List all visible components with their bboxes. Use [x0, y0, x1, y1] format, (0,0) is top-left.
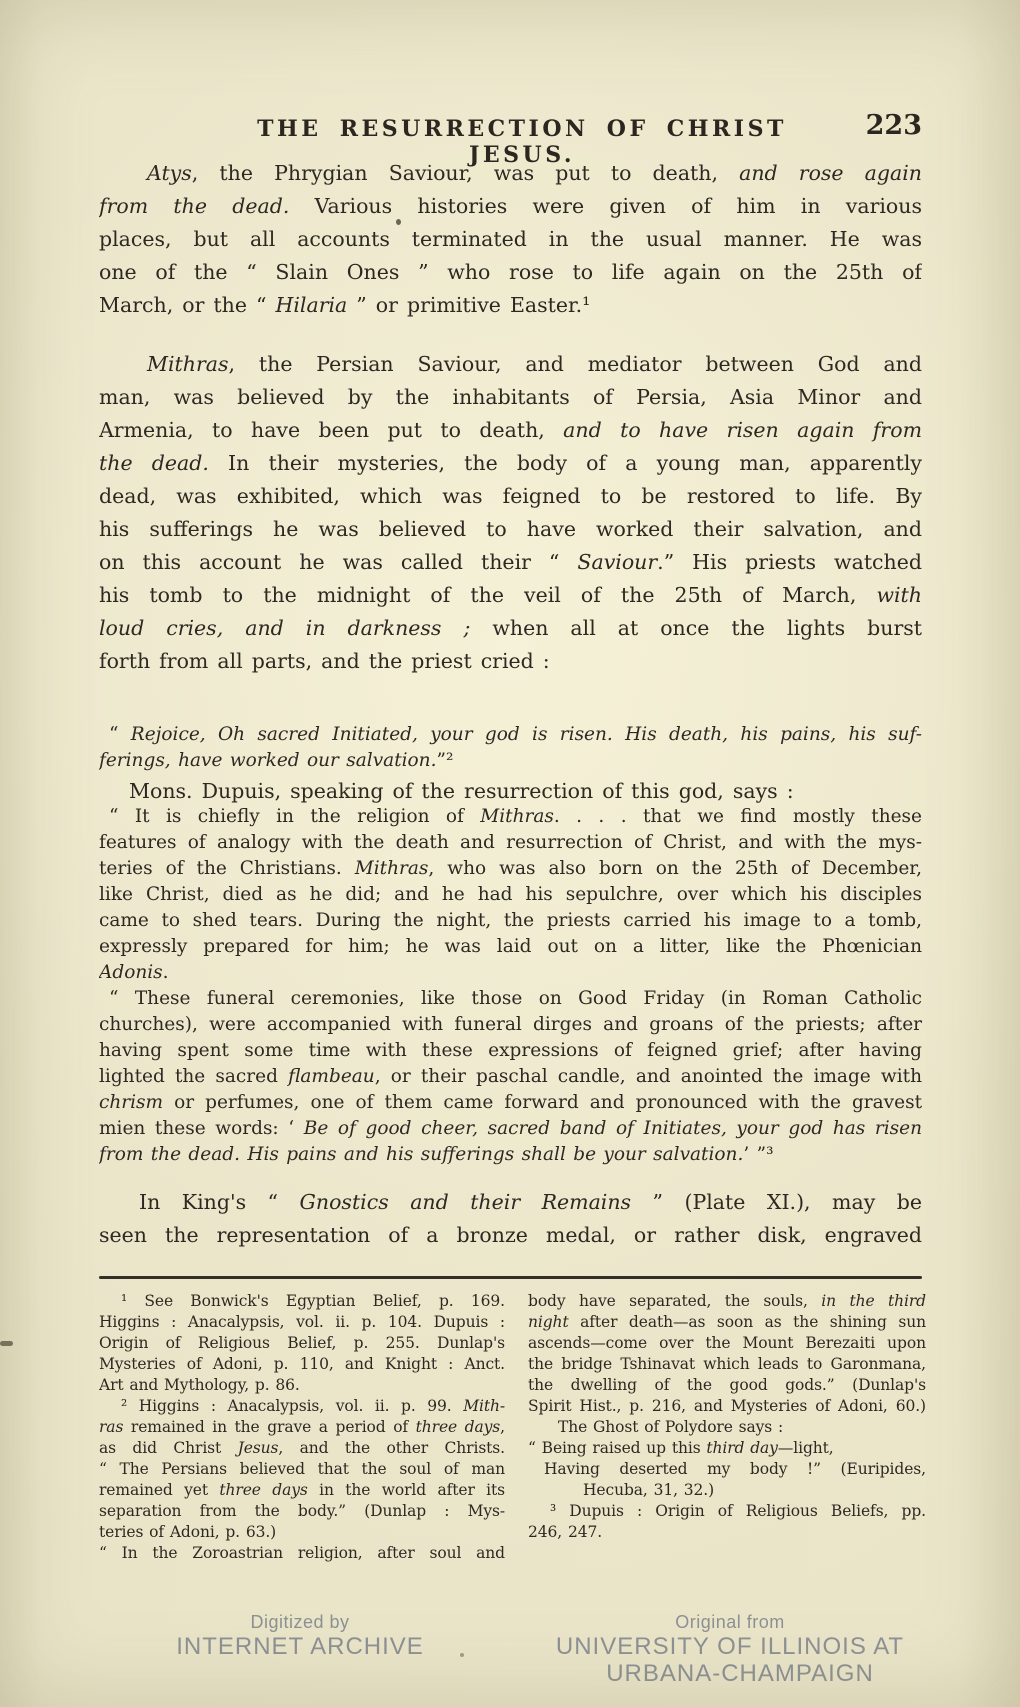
text-line: his sufferings he was believed to have worked their salvation, and [99, 517, 922, 541]
text-line: Adonis. [99, 962, 169, 983]
text-line: March, or the “ Hilaria ” or primitive Easter.¹ [99, 293, 591, 317]
text-line: “ Rejoice, Oh sacred Initiated, your god is risen. His death, his pains, his suf- [109, 724, 922, 745]
running-header-title: THE RESURRECTION OF CHRIST JESUS. [257, 116, 787, 168]
text-line: Art and Mythology, p. 86. [99, 1376, 300, 1394]
text-line: one of the “ Slain Ones ” who rose to life again on the 25th of [99, 260, 922, 284]
paper-speck [0, 1341, 13, 1346]
text-line: In King's “ Gnostics and their Remains ” (Plate XI.), may be [139, 1190, 922, 1214]
text-line: night after death—as soon as the shining sun [528, 1313, 926, 1331]
paper-speck [396, 219, 401, 225]
text-line: Origin of Religious Belief, p. 255. Dunlap's [99, 1334, 505, 1352]
paragraph-atys [99, 157, 922, 322]
blockquote-dupuis [99, 804, 922, 1168]
text-line: The Ghost of Polydore says : [558, 1418, 784, 1436]
text-line: the dwelling of the good gods.” (Dunlap's [528, 1376, 926, 1394]
text-line: teries of the Christians. Mithras, who was also born on the 25th of December, [99, 858, 922, 879]
footnote-divider [99, 1276, 922, 1279]
text-line: Higgins : Anacalypsis, vol. ii. p. 104. Dupuis : [99, 1313, 505, 1331]
text-line: mien these words: ‘ Be of good cheer, sacred band of Initiates, your god has risen [99, 1118, 922, 1139]
text-line: Having deserted my body !” (Euripides, [544, 1460, 926, 1478]
text-line: ¹ See Bonwick's Egyptian Belief, p. 169. [121, 1292, 505, 1310]
text-line: Mithras, the Persian Saviour, and mediator between God and [147, 352, 922, 376]
text-line: Armenia, to have been put to death, and to have risen again from [99, 418, 922, 442]
text-line: ras remained in the grave a period of three days, [99, 1418, 505, 1436]
text-line: having spent some time with these expressions of feigned grief; after having [99, 1040, 922, 1061]
paragraph-kings-gnostics [99, 1186, 922, 1252]
text-line: expressly prepared for him; he was laid out on a litter, like the Phœnician [99, 936, 922, 957]
text-line: loud cries, and in darkness ; when all at once the lights burst [99, 616, 922, 640]
paper-speck [460, 1653, 464, 1657]
text-line: “ The Persians believed that the soul of man [99, 1460, 505, 1478]
text-line: dead, was exhibited, which was feigned to be restored to life. By [99, 484, 922, 508]
text-line: from the dead. Various histories were given of him in various [99, 194, 922, 218]
text-line: came to shed tears. During the night, the priests carried his image to a tomb, [99, 910, 922, 931]
footnotes-left-column [99, 1291, 505, 1564]
watermark-university: UNIVERSITY OF ILLINOIS AT [555, 1633, 905, 1660]
text-line: lighted the sacred flambeau, or their paschal candle, and anointed the image with [99, 1066, 922, 1087]
text-line: “ These funeral ceremonies, like those on Good Friday (in Roman Catholic [109, 988, 922, 1009]
paragraph-mithras [99, 348, 922, 678]
text-line: Spirit Hist., p. 216, and Mysteries of Adoni, 60.) [528, 1397, 926, 1415]
watermark-original-from: Original from [675, 1612, 785, 1632]
text-line: 246, 247. [528, 1523, 603, 1541]
text-line: Hecuba, 31, 32.) [583, 1481, 715, 1499]
footnotes-right-column [528, 1291, 926, 1543]
text-line: places, but all accounts terminated in the usual manner. He was [99, 227, 922, 251]
text-line: teries of Adoni, p. 63.) [99, 1523, 277, 1541]
text-line: body have separated, the souls, in the third [528, 1292, 926, 1310]
text-line: like Christ, died as he did; and he had his sepulchre, over which his disciples [99, 884, 922, 905]
text-line: features of analogy with the death and resurrection of Christ, and with the mys- [99, 832, 922, 853]
text-line: “ In the Zoroastrian religion, after soul and [99, 1544, 505, 1562]
text-line: from the dead. His pains and his sufferings shall be your salvation.’ ”³ [99, 1144, 774, 1165]
text-line: separation from the body.” (Dunlap : Mys- [99, 1502, 505, 1520]
blockquote-rejoice [99, 722, 922, 774]
text-line: the dead. In their mysteries, the body of a young man, apparently [99, 451, 922, 475]
watermark-urbana: URBANA-CHAMPAIGN [606, 1660, 874, 1687]
text-line: seen the representation of a bronze medal, or rather disk, engraved [99, 1223, 922, 1247]
text-line: churches), were accompanied with funeral dirges and groans of the priests; after [99, 1014, 922, 1035]
text-line: ferings, have worked our salvation.”² [99, 750, 454, 771]
watermark-digitized-by: Digitized by [250, 1612, 350, 1632]
text-line: his tomb to the midnight of the veil of the 25th of March, with [99, 583, 922, 607]
text-line: forth from all parts, and the priest cried : [99, 649, 550, 673]
text-line: Atys, the Phrygian Saviour, was put to death, and rose again [147, 161, 922, 185]
text-line: ² Higgins : Anacalypsis, vol. ii. p. 99. Mith- [121, 1397, 505, 1415]
text-line: man, was believed by the inhabitants of Persia, Asia Minor and [99, 385, 922, 409]
text-line: ascends—come over the Mount Berezaiti upon [528, 1334, 926, 1352]
text-line: “ Being raised up this third day—light, [528, 1439, 834, 1457]
text-line: Mons. Dupuis, speaking of the resurrection of this god, says : [129, 779, 794, 803]
text-line: on this account he was called their “ Saviour.” His priests watched [99, 550, 922, 574]
text-line: ³ Dupuis : Origin of Religious Beliefs, pp. [550, 1502, 926, 1520]
text-line: chrism or perfumes, one of them came forward and pronounced with the gravest [99, 1092, 922, 1113]
text-line: as did Christ Jesus, and the other Christs. [99, 1439, 505, 1457]
text-line: remained yet three days in the world after its [99, 1481, 505, 1499]
text-line: the bridge Tshinavat which leads to Garonmana, [528, 1355, 926, 1373]
text-line: “ It is chiefly in the religion of Mithras. . . . that we find mostly these [109, 806, 922, 827]
watermark-internet-archive: INTERNET ARCHIVE [176, 1633, 424, 1660]
text-line: Mysteries of Adoni, p. 110, and Knight : Anct. [99, 1355, 505, 1373]
page-number: 223 [865, 110, 922, 141]
